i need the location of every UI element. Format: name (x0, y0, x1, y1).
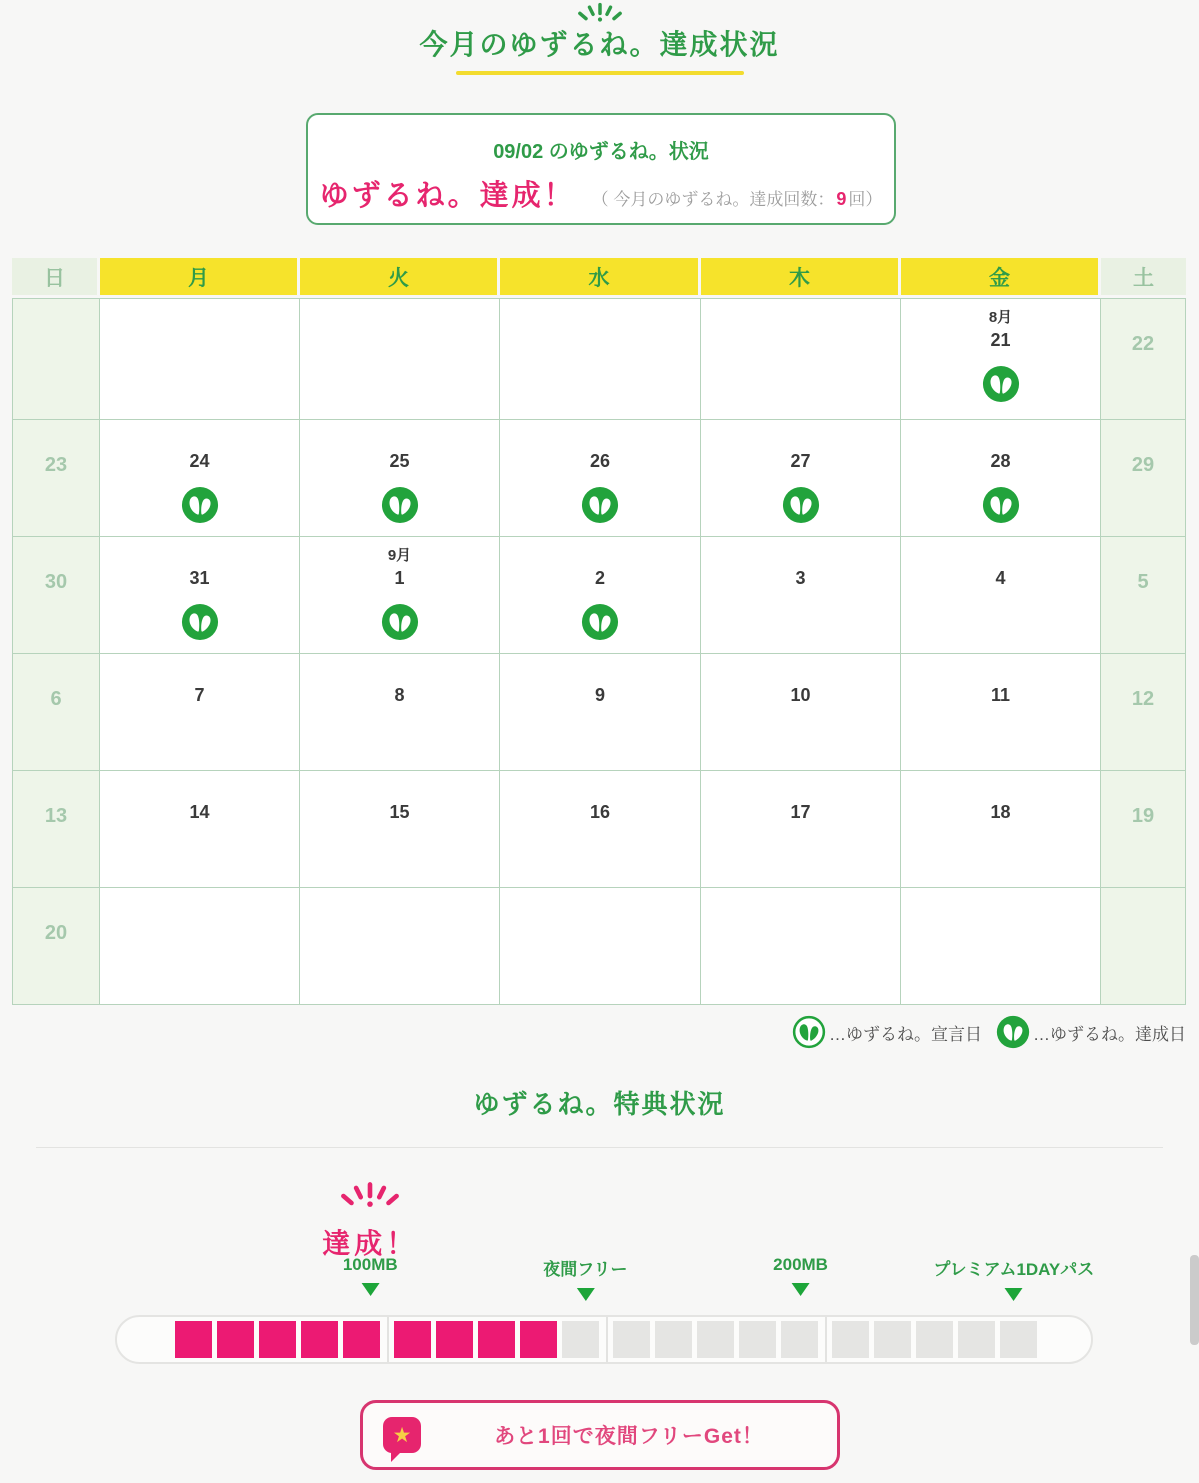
yuzurune-achieved-icon (181, 486, 219, 524)
yuzurune-achieved-icon (181, 603, 219, 641)
calendar-cell (1101, 537, 1186, 654)
calendar-cell (701, 771, 901, 888)
sparkle-burst-icon (333, 1181, 407, 1216)
yuzurune-achieved-icon (381, 603, 419, 641)
scrollbar-thumb[interactable] (1190, 1255, 1199, 1345)
yuzurune-achieved-icon (982, 486, 1020, 524)
legend-item-achieved (996, 1015, 1186, 1049)
yuzurune-achieved-icon (982, 365, 1020, 403)
calendar-cell (500, 420, 701, 537)
day-number: 24 (189, 451, 210, 471)
calendar-cell (100, 420, 300, 537)
yuzurune-achieved-icon (996, 1015, 1030, 1049)
progress-segment-filled (301, 1321, 338, 1358)
progress-segment-filled (436, 1321, 473, 1358)
yuzurune-achieved-icon (581, 486, 619, 524)
progress-segment-empty (958, 1321, 995, 1358)
sparkle-burst-icon (572, 2, 628, 28)
calendar-cell (500, 888, 701, 1005)
calendar-cell (12, 888, 100, 1005)
yuzurune-achieved-icon (782, 486, 820, 524)
day-number: 5 (1137, 571, 1149, 593)
progress-segment-filled (217, 1321, 254, 1358)
calendar-cell (12, 420, 100, 537)
day-number: 20 (44, 922, 68, 944)
progress-segment-empty (781, 1321, 818, 1358)
day-number: 21 (990, 330, 1011, 350)
segment-group-divider (606, 1317, 608, 1362)
calendar-cell (100, 771, 300, 888)
reward-message-box (360, 1400, 840, 1470)
segment-group-divider (387, 1317, 389, 1362)
day-number: 26 (589, 451, 611, 471)
legend-label: …ゆずるね。宣言日 (829, 1024, 982, 1044)
calendar-cell (300, 298, 500, 420)
day-number: 8 (394, 685, 405, 705)
weekday-header-2: 火 (300, 258, 500, 298)
progress-segment-empty (655, 1321, 692, 1358)
day-number: 22 (1131, 333, 1155, 355)
weekday-header-1: 月 (100, 258, 300, 298)
calendar-cell (12, 537, 100, 654)
calendar-cell (100, 888, 300, 1005)
progress-segment-empty (613, 1321, 650, 1358)
calendar-cell (901, 537, 1101, 654)
calendar-cell (100, 537, 300, 654)
calendar-cell (901, 888, 1101, 1005)
segment-group-divider (825, 1317, 827, 1362)
calendar-weekday-header (12, 258, 1186, 298)
day-number: 7 (194, 685, 205, 705)
yuzurune-achieved-icon (581, 603, 619, 641)
calendar-cell (12, 298, 100, 420)
sparkle-burst-icon (0, 2, 1199, 28)
day-number: 27 (790, 451, 811, 471)
weekday-header-6: 土 (1101, 258, 1186, 298)
progress-segment-empty (874, 1321, 911, 1358)
calendar-cell (901, 298, 1101, 420)
status-card (306, 113, 896, 225)
legend-label: …ゆずるね。達成日 (1033, 1024, 1186, 1044)
calendar-cell (100, 654, 300, 771)
calendar-cell (100, 298, 300, 420)
calendar-cell (701, 298, 901, 420)
calendar-cell (901, 420, 1101, 537)
progress-segment-empty (697, 1321, 734, 1358)
weekday-header-0: 日 (12, 258, 100, 298)
progress-segment-empty (739, 1321, 776, 1358)
day-number: 13 (44, 805, 68, 827)
calendar-cell (12, 654, 100, 771)
progress-segment-filled (175, 1321, 212, 1358)
weekday-header-5: 金 (901, 258, 1101, 298)
milestone-label: 200MB (773, 1255, 828, 1274)
calendar-cell (1101, 888, 1186, 1005)
count-value: 9 (836, 189, 847, 209)
calendar-cell (1101, 654, 1186, 771)
page-header (0, 2, 1199, 75)
day-number: 1 (394, 568, 405, 588)
calendar-cell (1101, 420, 1186, 537)
progress-segment-empty (562, 1321, 599, 1358)
calendar-cell (701, 420, 901, 537)
yuzurune-declared-icon (792, 1015, 826, 1049)
progress-segments (175, 1317, 1042, 1362)
progress-segment-filled (394, 1321, 431, 1358)
progress-bar (115, 1315, 1093, 1364)
milestone-2 (543, 1255, 627, 1301)
day-number: 2 (594, 568, 605, 588)
count-suffix: 回） (848, 190, 883, 209)
day-number: 11 (990, 685, 1011, 705)
day-number: 3 (795, 568, 806, 588)
progress-segment-filled (259, 1321, 296, 1358)
day-number: 29 (1131, 454, 1155, 476)
benefits-section-title: ゆずるね。特典状況 (473, 1089, 726, 1119)
day-number: 18 (990, 802, 1011, 822)
achieved-badge-label: 達成！ (322, 1227, 419, 1259)
calendar-cell (300, 537, 500, 654)
weekday-header-3: 水 (500, 258, 701, 298)
day-number: 30 (44, 571, 68, 593)
day-number: 25 (389, 451, 410, 471)
calendar-legend (0, 1012, 1186, 1052)
milestone-label: プレミアム1DAYパス (933, 1260, 1095, 1279)
title-underline (456, 71, 744, 75)
progress-segment-filled (343, 1321, 380, 1358)
calendar-cell (12, 771, 100, 888)
milestone-arrow-icon (361, 1283, 379, 1296)
status-count (592, 185, 883, 210)
calendar-cell (500, 654, 701, 771)
status-result-row (308, 173, 894, 214)
status-date-title: 09/02 のゆずるね。状況 (493, 141, 709, 163)
milestone-4 (933, 1255, 1094, 1301)
day-number: 19 (1131, 805, 1155, 827)
milestone-arrow-icon (576, 1288, 594, 1301)
milestone-label: 100MB (342, 1255, 398, 1274)
milestone-label: 夜間フリー (543, 1260, 628, 1279)
day-number: 23 (44, 454, 68, 476)
calendar (12, 258, 1186, 1005)
page-title: 今月のゆずるね。達成状況 (419, 29, 780, 60)
day-number: 15 (389, 802, 410, 822)
calendar-cell (500, 771, 701, 888)
calendar-cell (300, 420, 500, 537)
day-number: 6 (50, 688, 62, 710)
calendar-cell (701, 888, 901, 1005)
weekday-header-4: 木 (701, 258, 901, 298)
progress-segment-empty (1000, 1321, 1037, 1358)
calendar-cell (300, 888, 500, 1005)
calendar-cell (1101, 298, 1186, 420)
day-number: 10 (790, 685, 811, 705)
milestone-arrow-icon (792, 1283, 810, 1296)
speech-bubble-icon (383, 1417, 421, 1453)
reward-message: あと1回で夜間フリーGet！ (494, 1425, 764, 1448)
calendar-cell (500, 298, 701, 420)
day-number: 16 (589, 802, 611, 822)
yuzurune-achieved-icon (381, 486, 419, 524)
day-number: 12 (1131, 688, 1155, 710)
progress-segment-empty (832, 1321, 869, 1358)
milestone-3 (773, 1255, 828, 1296)
milestone-1 (343, 1255, 398, 1296)
day-number: 14 (189, 802, 210, 822)
calendar-cell (300, 654, 500, 771)
month-label: 8月 (988, 309, 1013, 326)
star-icon: ★ (392, 1423, 412, 1447)
day-number: 4 (995, 568, 1006, 588)
milestone-arrow-icon (1005, 1288, 1023, 1301)
day-number: 17 (790, 802, 811, 822)
progress-segment-filled (520, 1321, 557, 1358)
achieved-badge (322, 1181, 418, 1262)
calendar-cell (300, 771, 500, 888)
calendar-cell (500, 537, 701, 654)
calendar-grid (12, 298, 1186, 1005)
calendar-cell (701, 654, 901, 771)
sparkle-burst-icon (322, 1181, 418, 1221)
status-result: ゆずるね。達成！ (319, 180, 576, 212)
calendar-cell (1101, 771, 1186, 888)
month-label: 9月 (387, 547, 412, 564)
day-number: 31 (189, 568, 210, 588)
day-number: 9 (594, 685, 605, 705)
benefits-progress (115, 1227, 1095, 1370)
progress-segment-empty (916, 1321, 953, 1358)
legend-item-declared (792, 1015, 982, 1049)
section-divider (36, 1147, 1163, 1148)
calendar-cell (901, 771, 1101, 888)
progress-segment-filled (478, 1321, 515, 1358)
day-number: 28 (990, 451, 1011, 471)
count-prefix: （ 今月のゆずるね。達成回数： (591, 190, 835, 209)
calendar-cell (901, 654, 1101, 771)
calendar-cell (701, 537, 901, 654)
